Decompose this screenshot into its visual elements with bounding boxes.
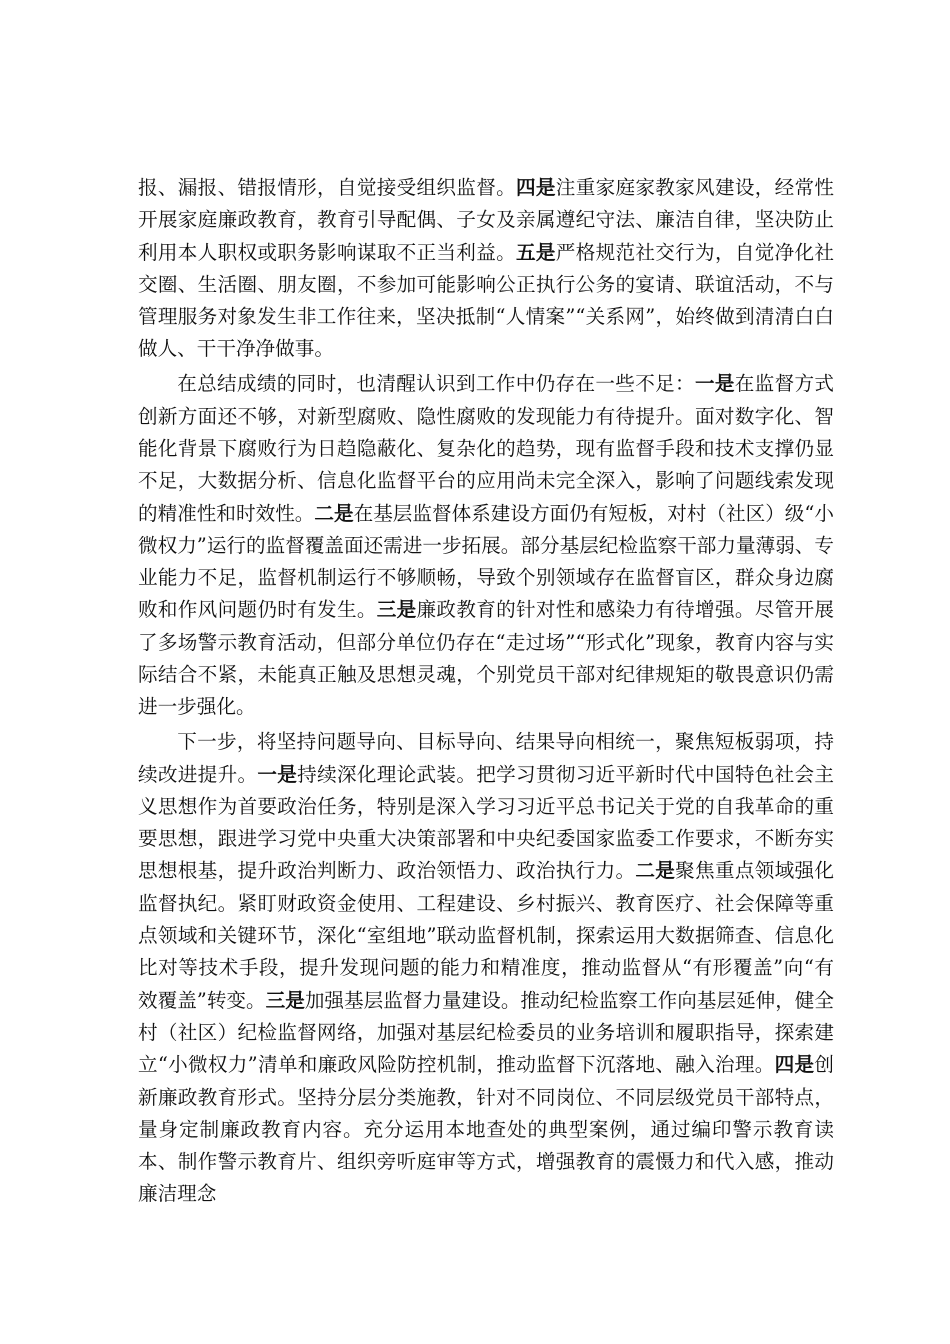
- paragraph-text: 在监督方式创新方面还不够，对新型腐败、隐性腐败的发现能力有待提升。面对数字化、智能化背景下腐败行为日趋隐蔽化、复杂化的趋势，现有监督手段和技术支撑仍显不足，大数据分析、信息化监督平台的应用尚未完全深入，影响了问题线索发现的精准性和时效性。: [138, 372, 835, 525]
- paragraph-text: 严格规范社交行为，自觉净化社交圈、生活圈、朋友圈，不参加可能影响公正执行公务的宴请、联谊活动，不与管理服务对象发生非工作往来，坚决抵制“人情案”“关系网”，始终做到清清白白做人、干干净净做事。: [138, 240, 835, 361]
- bold-lead-phrase: 四是: [774, 1053, 815, 1077]
- bold-lead-phrase: 四是: [516, 176, 556, 199]
- paragraph-text: 创新廉政教育形式。坚持分层分类施教，针对不同岗位、不同层级党员干部特点，量身定制廉政教育内容。充分运用本地查处的典型案例，通过编印警示教育读本、制作警示教育片、组织旁听庭审等方式，增强教育的震慑力和代入感，推动廉洁理念: [138, 1053, 834, 1206]
- paragraph-text: 加强基层监督力量建设。推动纪检监察工作向基层延伸，健全村（社区）纪检监督网络，加强对基层纪检委员的业务培训和履职指导，探索建立“小微权力”清单和廉政风险防控机制，推动监督下沉落地、融入治理。: [138, 988, 834, 1077]
- paragraph-text: 在总结成绩的同时，也清醒认识到工作中仍存在一些不足：: [177, 372, 695, 396]
- paragraph-text: 廉政教育的针对性和感染力有待增强。尽管开展了多场警示教育活动，但部分单位仍存在“走过场”“形式化”现象，教育内容与实际结合不紧，未能真正触及思想灵魂，个别党员干部对纪律规矩的敬畏意识仍需进一步强化。: [138, 598, 835, 719]
- bold-lead-phrase: 二是: [635, 859, 676, 883]
- bold-lead-phrase: 二是: [314, 501, 354, 525]
- paragraph-text: 下一步，将坚持问题导向、目标导向、结果导向相统一，聚焦短板弱项，持续改进提升。: [138, 730, 834, 786]
- bold-lead-phrase: 三是: [265, 988, 305, 1012]
- paragraph-text: 持续深化理论武装。把学习贯彻习近平新时代中国特色社会主义思想作为首要政治任务，特别是深入学习习近平总书记关于党的自我革命的重要思想，跟进学习党中央重大决策部署和中央纪委国家监委工作要求，不断夯实思想根基，提升政治判断力、政治领悟力、政治执行力。: [138, 762, 835, 883]
- paragraph-text: 在基层监督体系建设方面仍有短板，对村（社区）级“小微权力”运行的监督覆盖面还需进一步拓展。部分基层纪检监察干部力量薄弱、专业能力不足，监督机制运行不够顺畅，导致个别领域存在监督盲区，群众身边腐败和作风问题仍时有发生。: [138, 501, 835, 622]
- paragraph-text: 注重家庭家教家风建设，经常性开展家庭廉政教育，教育引导配偶、子女及亲属遵纪守法、廉洁自律，坚决防止利用本人职权或职务影响谋取不正当利益。: [138, 176, 835, 264]
- document-body: [138, 172, 834, 1213]
- paragraph-text: 聚焦重点领域强化监督执纪。紧盯财政资金使用、工程建设、乡村振兴、教育医疗、社会保障等重点领域和关键环节，深化“室组地”联动监督机制，探索运用大数据筛查、信息化比对等技术手段，提升发现问题的能力和精准度，推动监督从“有形覆盖”向“有效覆盖”转变。: [138, 859, 835, 1012]
- paragraph: [138, 726, 834, 1210]
- paragraph-text: 报、漏报、错报情形，自觉接受组织监督。: [138, 176, 516, 199]
- bold-lead-phrase: 一是: [257, 762, 298, 786]
- paragraph: [138, 368, 834, 723]
- bold-lead-phrase: 一是: [694, 372, 735, 396]
- bold-lead-phrase: 三是: [376, 598, 417, 622]
- bold-lead-phrase: 五是: [516, 240, 556, 264]
- paragraph: [138, 172, 834, 366]
